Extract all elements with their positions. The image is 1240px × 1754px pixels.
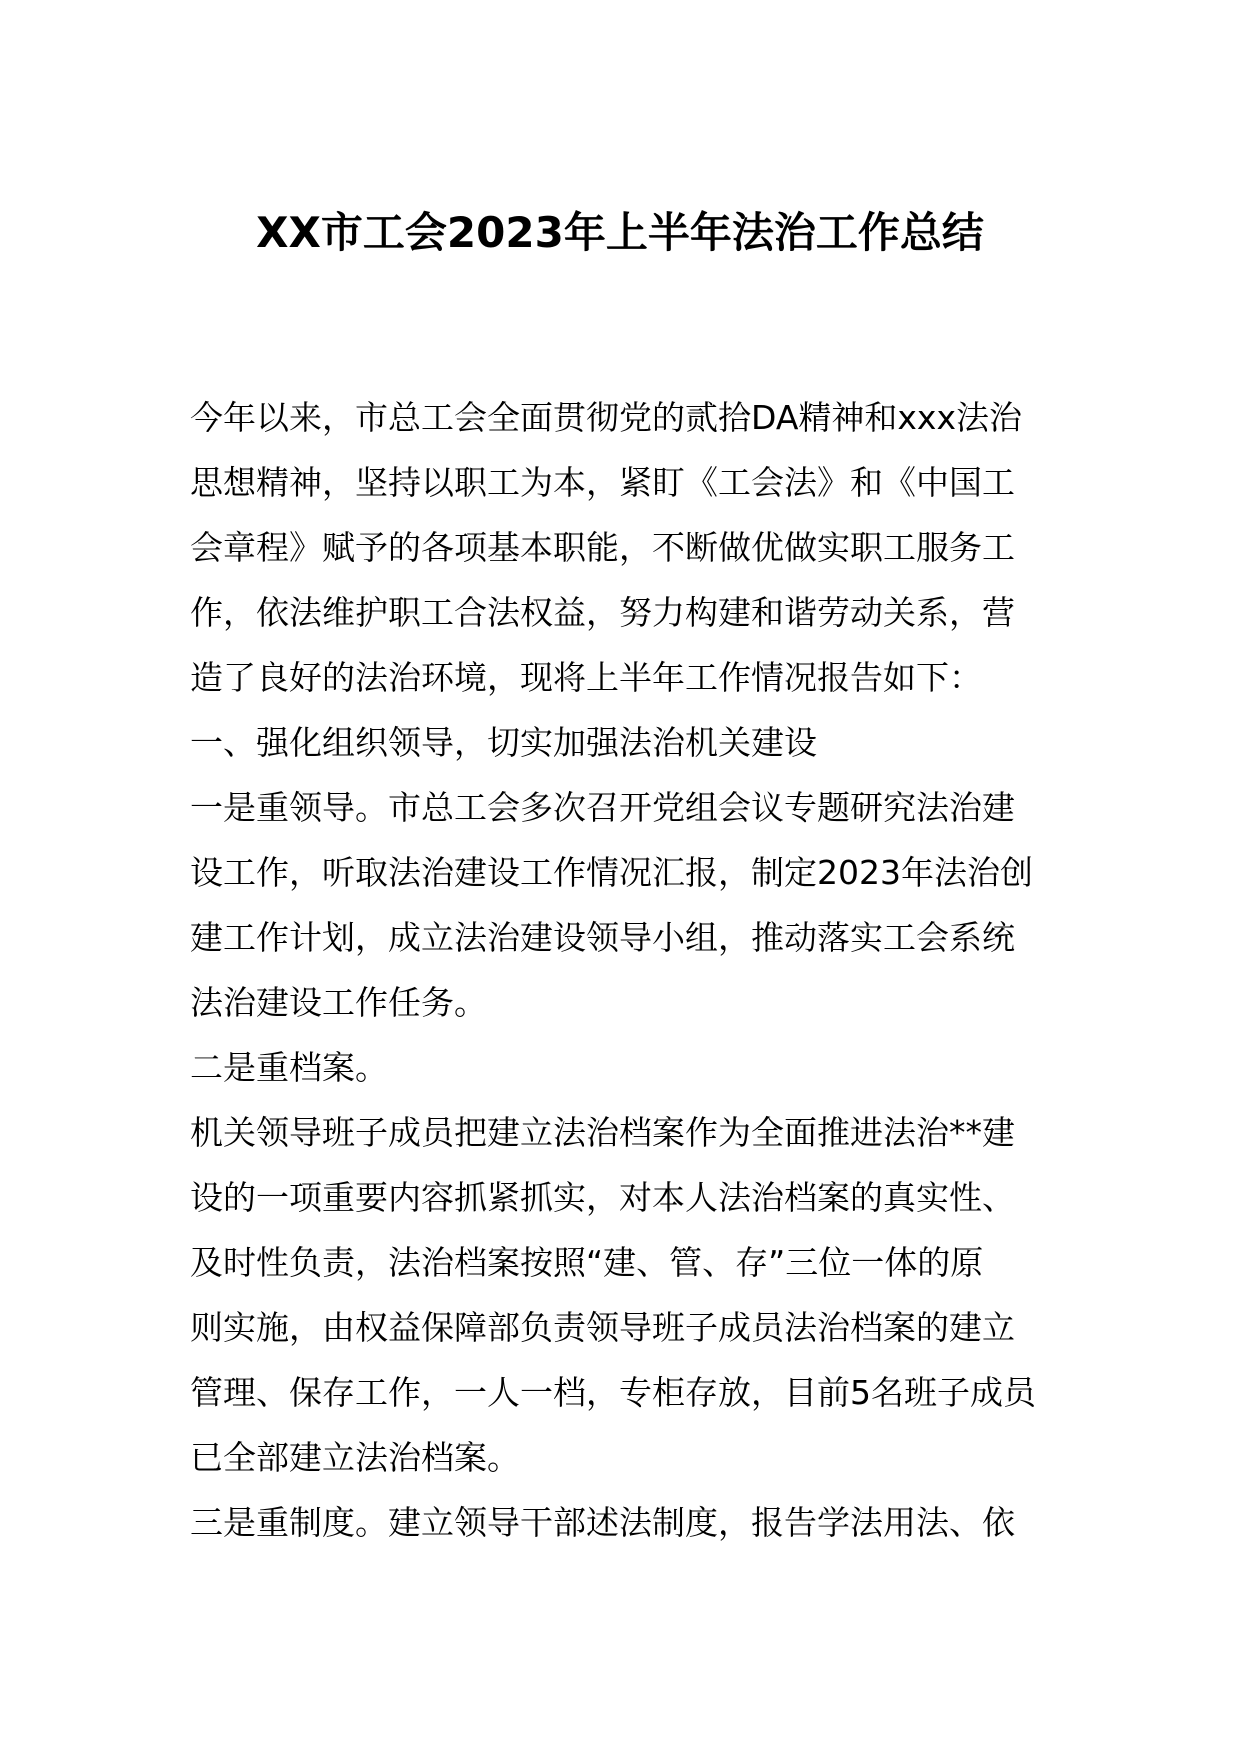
- body-line: 已全部建立法治档案。: [190, 1438, 520, 1477]
- body-line: 建工作计划，成立法治建设领导小组，推动落实工会系统: [190, 918, 1015, 957]
- section-heading: 一、强化组织领导，切实加强法治机关建设: [190, 723, 817, 762]
- body-line: 设工作，听取法治建设工作情况汇报，制定2023年法治创: [190, 853, 1033, 892]
- document-title: XX市工会2023年上半年法治工作总结: [256, 208, 984, 257]
- body-line: 造了良好的法治环境，现将上半年工作情况报告如下：: [190, 658, 982, 697]
- body-line: 思想精神，坚持以职工为本，紧盯《工会法》和《中国工: [190, 463, 1015, 502]
- body-line: 法治建设工作任务。: [190, 983, 487, 1022]
- subsection-heading: 二是重档案。: [190, 1048, 388, 1087]
- body-line: 今年以来，市总工会全面贯彻党的贰拾DA精神和xxx法治: [190, 398, 1022, 437]
- document-body: [190, 385, 1060, 1555]
- body-line: 会章程》赋予的各项基本职能，不断做优做实职工服务工: [190, 528, 1015, 567]
- body-line: 管理、保存工作，一人一档，专柜存放，目前5名班子成员: [190, 1373, 1036, 1412]
- body-line: 及时性负责，法治档案按照“建、管、存”三位一体的原: [190, 1243, 984, 1282]
- body-line: 三是重制度。建立领导干部述法制度，报告学法用法、依: [190, 1503, 1015, 1542]
- body-line: 作，依法维护职工合法权益，努力构建和谐劳动关系，营: [190, 593, 1015, 632]
- body-line: 则实施，由权益保障部负责领导班子成员法治档案的建立: [190, 1308, 1015, 1347]
- body-line: 一是重领导。市总工会多次召开党组会议专题研究法治建: [190, 788, 1015, 827]
- body-line: 机关领导班子成员把建立法治档案作为全面推进法治**建: [190, 1113, 1015, 1152]
- body-line: 设的一项重要内容抓紧抓实，对本人法治档案的真实性、: [190, 1178, 1015, 1217]
